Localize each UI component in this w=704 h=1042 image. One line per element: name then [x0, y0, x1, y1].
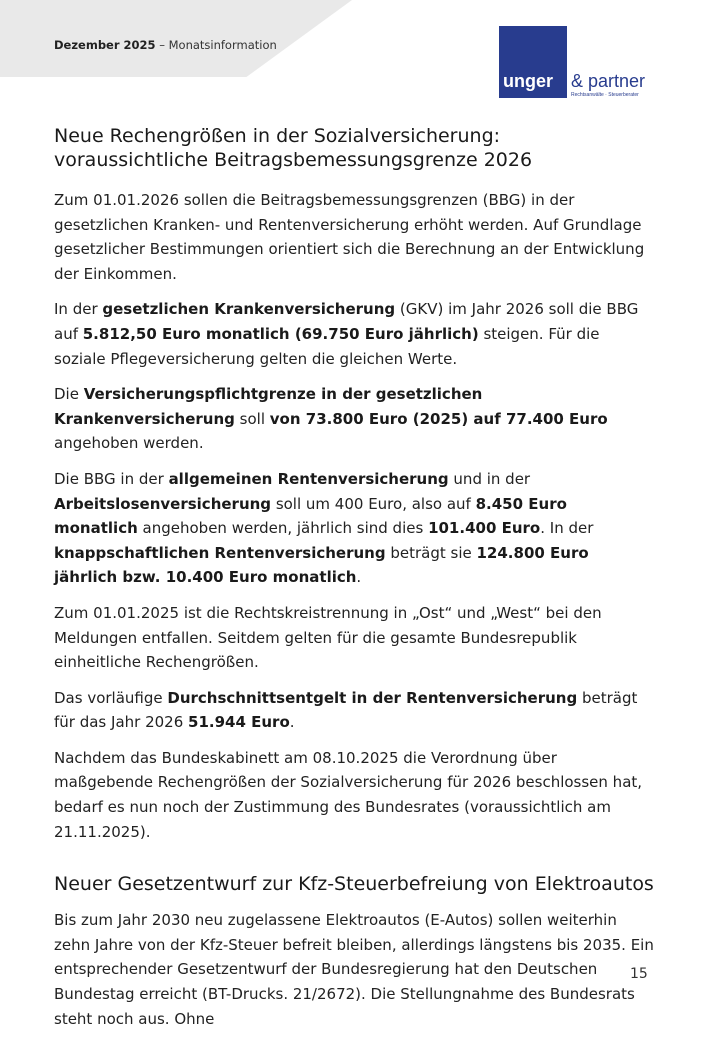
bold-run: Arbeitslosenversicherung — [54, 494, 272, 513]
text-run: steigen. Für die soziale Pflegeversicherung gelten die gleichen Werte. — [54, 324, 600, 368]
text-run: Die — [54, 385, 84, 404]
bold-run: Durchschnittsentgelt in der Rentenversicherung — [167, 688, 578, 707]
page-content — [54, 124, 654, 1042]
logo-name-part2: & partner — [571, 71, 646, 91]
text-run: In der — [54, 300, 103, 319]
article2-title: Neuer Gesetzentwurf zur Kfz-Steuerbefreiung von Elektroautos — [54, 873, 654, 896]
article1-paragraph-7: Nachdem das Bundeskabinett am 08.10.2025 die Verordnung über maßgebende Rechengrößen der Sozialversicherung für 2026 beschlossen hat, bedarf es nun noch der Zustimmung des Bundesrates (voraussichtlich am 21.11.2025). — [54, 748, 643, 841]
text-run: Die BBG in der — [54, 469, 169, 488]
header-label: Monatsinformation — [168, 38, 277, 52]
logo-tagline: Rechtsanwälte · Steuerberater — [571, 92, 639, 98]
bold-run: 101.400 Euro — [428, 519, 541, 538]
bold-run: knappschaftlichen Rentenversicherung — [54, 543, 386, 562]
text-run: beträgt für das Jahr 2026 — [54, 688, 638, 732]
article1-paragraph-2 — [54, 297, 654, 371]
text-run: . — [289, 713, 295, 732]
page-number: 15 — [630, 966, 648, 982]
bold-run: 5.812,50 Euro monatlich (69.750 Euro jährlich) — [82, 324, 479, 343]
article1-title-line1: Neue Rechengrößen in der Sozialversicherung: — [54, 125, 501, 147]
running-header — [54, 38, 277, 52]
article1-paragraph-3 — [54, 382, 654, 456]
text-run: und in der — [448, 469, 531, 488]
bold-run: gesetzlichen Krankenversicherung — [102, 300, 396, 319]
bold-run: von 73.800 Euro (2025) auf 77.400 Euro — [269, 409, 608, 428]
article1-paragraph-4 — [54, 467, 654, 590]
article1-paragraph-5: Zum 01.01.2025 ist die Rechtskreistrennung in „Ost“ und „West“ bei den Meldungen entfallen. Seitdem gelten für die gesamte Bundesrepublik einheitliche Rechengrößen. — [54, 603, 602, 672]
text-run: beträgt sie — [385, 543, 477, 562]
text-run: angehoben werden. — [54, 434, 204, 453]
article1-paragraph-6 — [54, 686, 654, 735]
text-run: . In der — [540, 519, 594, 538]
bold-run: allgemeinen Rentenversicherung — [168, 469, 449, 488]
header-date: Dezember 2025 — [54, 38, 156, 52]
text-run: soll um 400 Euro, also auf — [271, 494, 476, 513]
bold-run: Versicherungspflichtgrenze in der gesetzlichen Krankenversicherung — [54, 385, 483, 428]
text-run: . — [356, 568, 362, 587]
text-run: soll — [234, 409, 270, 428]
bold-run: 8.450 Euro monatlich — [54, 494, 567, 538]
article1-paragraph-1: Zum 01.01.2026 sollen die Beitragsbemessungsgrenzen (BBG) in der gesetzlichen Kranken- und Rentenversicherung erhöht werden. Auf Grundlage gesetzlicher Bestimmungen orientiert sich die Berechnung an der Entwicklung der Einkommen. — [54, 191, 645, 283]
logo-name-part1: unger — [503, 71, 554, 91]
article1-title — [54, 124, 654, 172]
text-run: (GKV) im Jahr 2026 soll die BBG auf — [54, 300, 639, 343]
bold-run: 124.800 Euro jährlich bzw. 10.400 Euro monatlich — [54, 543, 589, 587]
bold-run: 51.944 Euro — [188, 713, 290, 732]
company-logo — [499, 26, 651, 100]
article2-paragraph-1: Bis zum Jahr 2030 neu zugelassene Elektroautos (E-Autos) sollen weiterhin zehn Jahre von der Kfz-Steuer befreit bleiben, allerdings längstens bis 2035. Ein entsprechender Gesetzentwurf der Bundesregierung hat den Deutschen Bundestag erreicht (BT-Drucks. 21/2672). Die Stellungnahme des Bundesrats steht noch aus. Ohne — [54, 911, 654, 1028]
article1-title-line2: voraussichtliche Beitragsbemessungsgrenze 2026 — [54, 149, 533, 171]
text-run: Das vorläufige — [54, 688, 168, 707]
header-separator: – — [155, 38, 169, 52]
text-run: angehoben werden, jährlich sind dies — [137, 519, 429, 538]
